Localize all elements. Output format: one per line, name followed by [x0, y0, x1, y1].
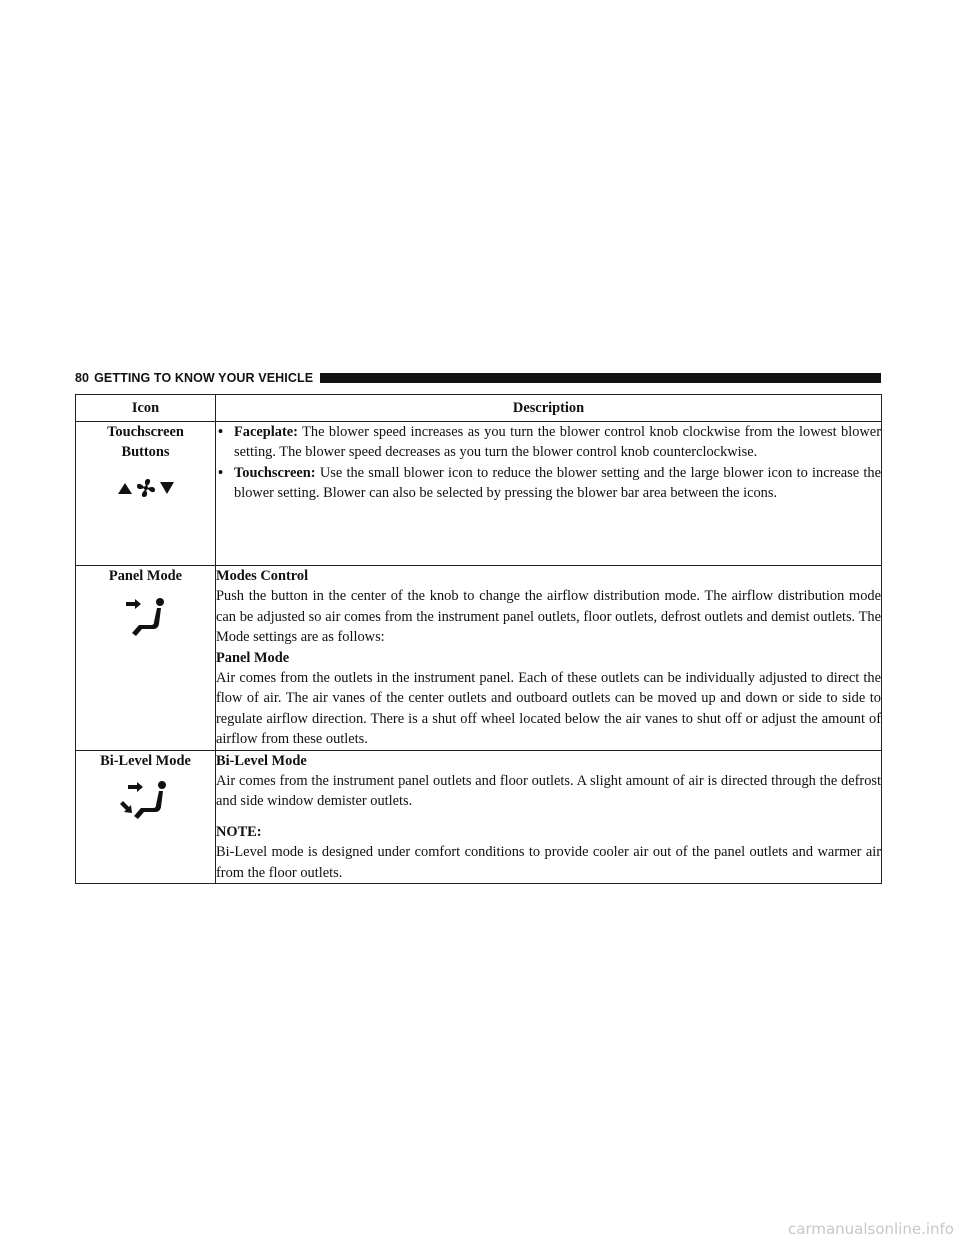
row-label: Panel Mode: [108, 568, 183, 584]
page-header: [75, 370, 881, 386]
row-icon-cell: [76, 422, 216, 566]
table-header-row: [76, 395, 882, 422]
bullet-label-touchscreen: Touchscreen:: [234, 464, 316, 481]
list-item: [216, 422, 881, 463]
row-icon-cell: [76, 750, 216, 883]
panel-mode-icon: [76, 598, 215, 638]
section-subheading: Panel Mode: [216, 649, 290, 666]
note-label: NOTE:: [216, 823, 262, 840]
header-text: [75, 371, 313, 385]
paragraph: Push the button in the center of the knob to change the airflow distribution mode. The airflow distribution mode can be adjusted so air comes from the instrument panel outlets, floor outlets, defrost outlets and demist outlets. The Mode settings are as follows:: [216, 588, 881, 646]
row-icon-cell: [76, 566, 216, 751]
blower-speed-icon: [76, 477, 215, 497]
paragraph: Air comes from the outlets in the instrument panel. Each of these outlets can be individually adjusted to direct the flow of air. The air vanes of the center outlets and outboard outlets can be moved up and down or side to side to regulate airflow direction. There is a shut off wheel located below the air vanes to shut off or adjust the amount of airflow from these outlets.: [216, 670, 881, 748]
table-row: [76, 750, 882, 883]
list-item: [216, 463, 881, 504]
section-heading: Modes Control: [216, 568, 309, 584]
row-description-cell: [216, 750, 882, 883]
paragraph: Air comes from the instrument panel outlets and floor outlets. A slight amount of air is directed through the defrost and side window demister outlets.: [216, 773, 881, 810]
column-header-description: Description: [216, 395, 882, 422]
bullet-label-faceplate: Faceplate:: [234, 424, 298, 440]
row-description-cell: [216, 422, 882, 566]
bullet-text: Use the small blower icon to reduce the blower setting and the large blower icon to increase the blower setting. Blower can also be selected by pressing the blower bar area between the icons.: [234, 464, 881, 502]
table-row: [76, 566, 882, 751]
table-row: [76, 422, 882, 566]
climate-controls-table: [75, 394, 882, 884]
page-number: 80: [75, 371, 90, 385]
section-heading: Bi-Level Mode: [216, 752, 307, 769]
row-label: Bi-Level Mode: [100, 752, 191, 769]
bullet-text: The blower speed increases as you turn the blower control knob clockwise from the lowest blower setting. The blower speed decreases as you turn the blower control knob counterclockwise.: [234, 424, 881, 461]
row-description-cell: [216, 566, 882, 751]
note-text: Bi-Level mode is designed under comfort conditions to provide cooler air out of the panel outlets and warmer air from the floor outlets.: [216, 844, 881, 881]
bullet-list: [216, 422, 881, 504]
bi-level-mode-icon: [76, 779, 215, 823]
section-title: GETTING TO KNOW YOUR VEHICLE: [94, 371, 314, 385]
column-header-icon: Icon: [76, 395, 216, 422]
header-rule: [320, 373, 881, 383]
watermark: carmanualsonline.info: [788, 1220, 954, 1238]
row-label: Touchscreen Buttons: [107, 424, 184, 461]
